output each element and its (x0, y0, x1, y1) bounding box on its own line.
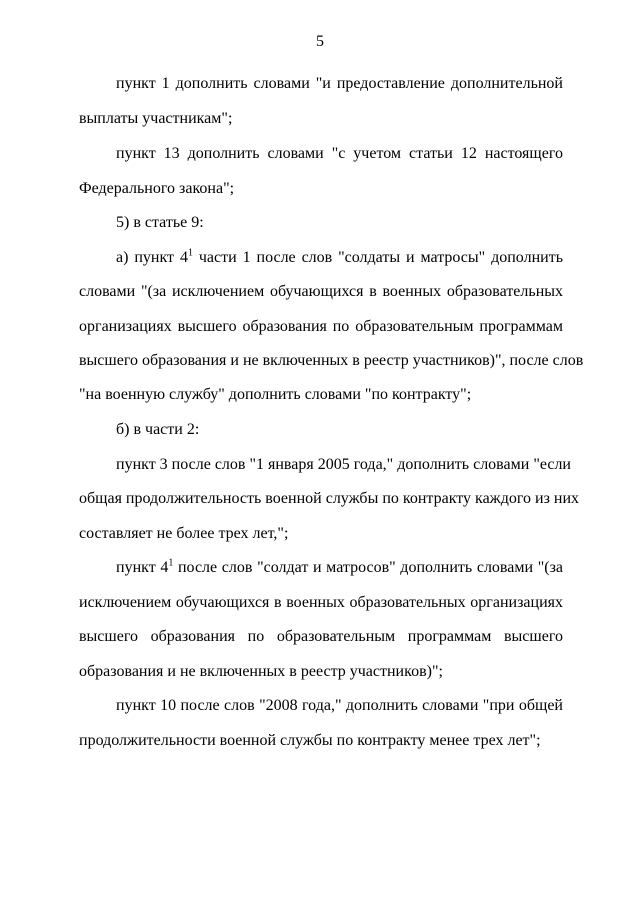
line-text: пункт 4 (116, 559, 169, 576)
page-number: 5 (316, 33, 324, 50)
paragraph-line: высшего образования по образовательным программам высшего (79, 628, 563, 645)
paragraph-line: пункт 13 дополнить словами "с учетом статьи 12 настоящего (116, 145, 563, 162)
superscript: 1 (187, 247, 193, 259)
paragraph-line: высшего образования и не включенных в реестр участников)", после слов (79, 352, 584, 369)
paragraph-line: продолжительности военной службы по контракту менее трех лет"; (79, 732, 541, 749)
paragraph-line: Федерального закона"; (79, 180, 235, 197)
paragraph-line (116, 247, 563, 269)
paragraph-line: пункт 3 после слов "1 января 2005 года," дополнить словами "если (116, 456, 571, 473)
paragraph-line: словами "(за исключением обучающихся в военных образовательных (79, 283, 563, 300)
paragraph-line: образования и не включенных в реестр участников)"; (79, 663, 443, 680)
paragraph-line: выплаты участникам"; (79, 110, 233, 127)
paragraph-line: б) в части 2: (116, 421, 200, 438)
line-text: а) пункт 4 (116, 249, 188, 266)
paragraph-line (116, 557, 563, 579)
paragraph-line: организациях высшего образования по образовательным программам (79, 318, 563, 335)
paragraph-line: 5) в статье 9: (116, 214, 204, 231)
paragraph-line: составляет не более трех лет,"; (79, 525, 289, 542)
paragraph-line: пункт 1 дополнить словами "и предоставление дополнительной (116, 75, 563, 92)
superscript: 1 (168, 557, 174, 569)
line-text: после слов "солдат и матросов" дополнить словами "(за (173, 559, 563, 576)
paragraph-line: "на военную службу" дополнить словами "по контракту"; (79, 386, 472, 403)
line-text: части 1 после слов "солдаты и матросы" дополнить (192, 249, 563, 266)
paragraph-line: исключением обучающихся в военных образовательных организациях (79, 594, 563, 611)
paragraph-line: пункт 10 после слов "2008 года," дополнить словами "при общей (116, 697, 563, 714)
paragraph-line: общая продолжительность военной службы по контракту каждого из них (79, 490, 580, 507)
